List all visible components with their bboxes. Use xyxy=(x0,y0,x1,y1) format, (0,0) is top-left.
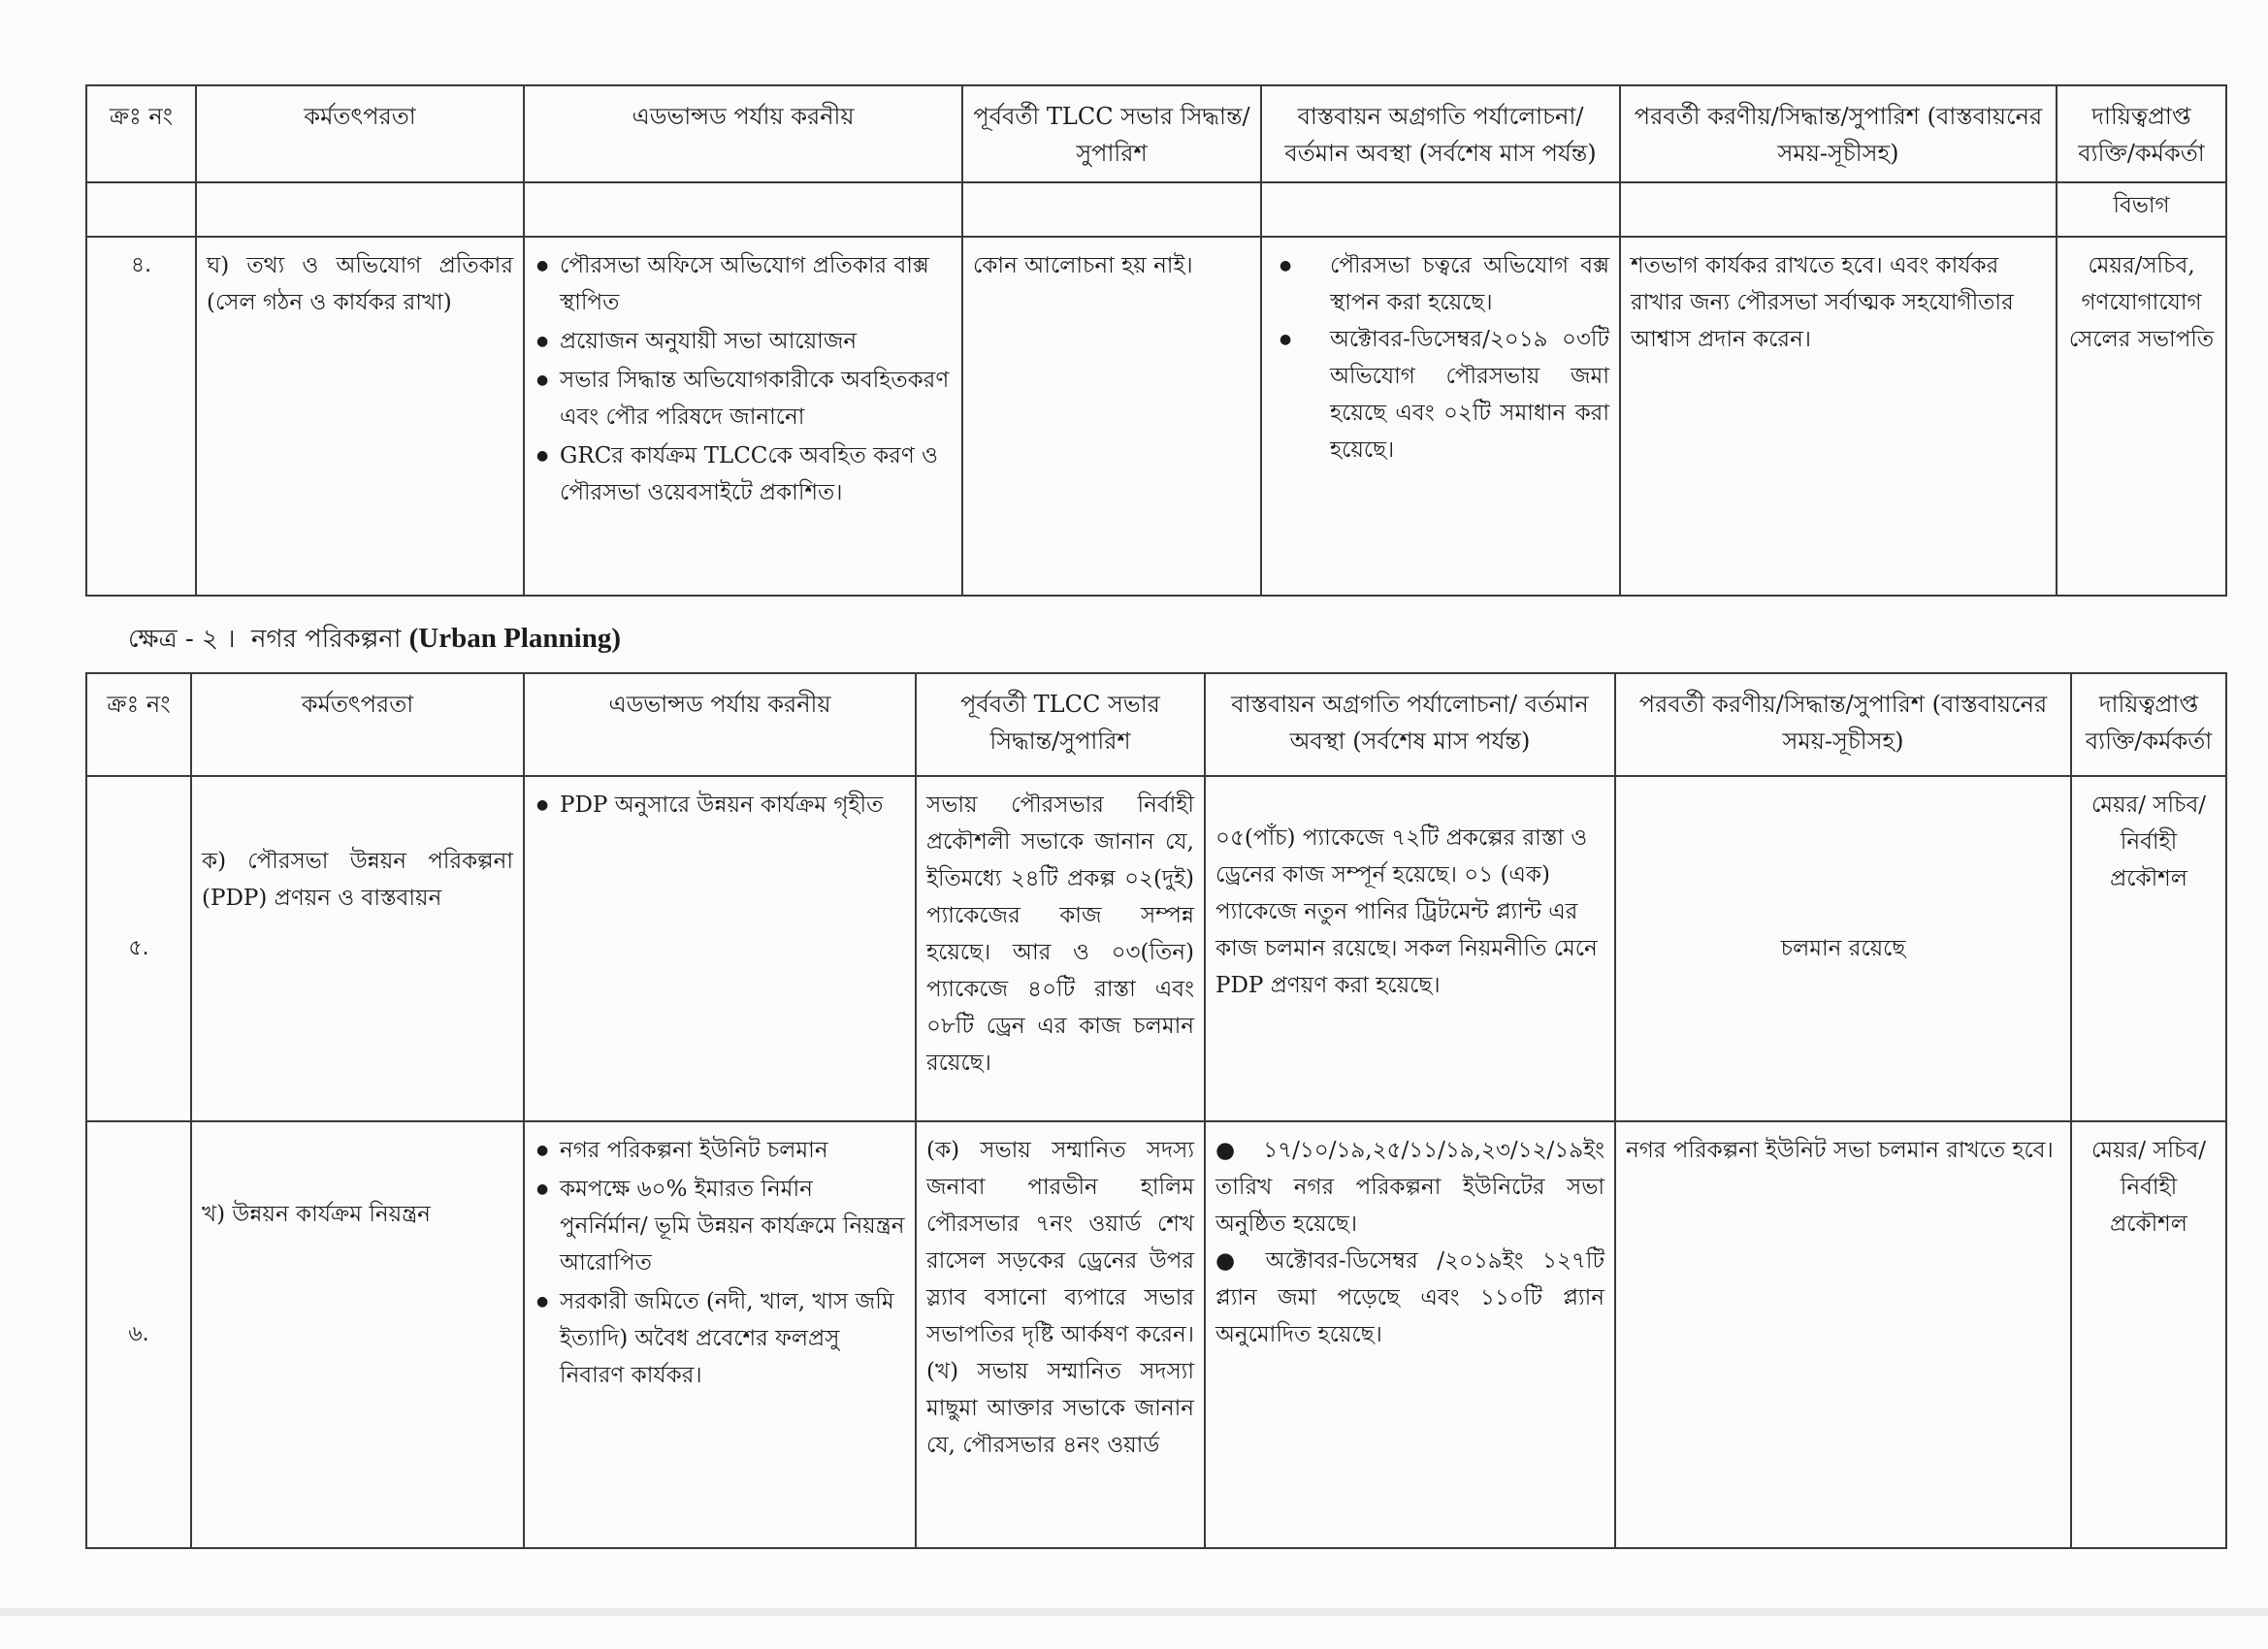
carryover-row xyxy=(86,182,2226,237)
header-activity: কর্মতৎপরতা xyxy=(191,673,524,776)
row4-activity: ঘ) তথ্য ও অভিযোগ প্রতিকার (সেল গঠন ও কার্যকর রাখা) xyxy=(196,237,524,596)
list-item: ● পৌরসভা অফিসে অভিযোগ প্রতিকার বাক্স স্থাপিত xyxy=(560,247,952,321)
list-item: ● GRCর কার্যক্রম TLCCকে অবহিত করণ ও পৌরসভা ওয়েবসাইটে প্রকাশিত। xyxy=(560,437,952,511)
list-item: ● অক্টোবর-ডিসেম্বর /২০১৯ইং ১২৭টি প্ল্যান জমা পড়েছে এবং ১১০টি প্ল্যান অনুমোদিত হয়েছে। xyxy=(1215,1248,1604,1347)
row6-serial: ৬. xyxy=(86,1121,191,1548)
header-previous-tlcc: পূর্ববর্তী TLCC সভার সিদ্ধান্ত/সুপারিশ xyxy=(962,85,1261,182)
header-progress-review: বাস্তবায়ন অগ্রগতি পর্যালোচনা/ বর্তমান অবস্থা (সর্বশেষ মাস পর্যন্ত) xyxy=(1261,85,1620,182)
header-serial: ক্রঃ নং xyxy=(86,673,191,776)
section-title-bn: নগর পরিকল্পনা xyxy=(251,625,402,654)
table-header-row xyxy=(86,673,2226,776)
row6-tlcc: (ক) সভায় সম্মানিত সদস্য জনাবা পারভীন হালিম পৌরসভার ৭নং ওয়ার্ড শেখ রাসেল সড়কের ড্রেনের উপর স্ল্যাব বসানো ব্যপারে সভার সভাপতির দৃষ্টি আর্কষণ করেন। (খ) সভায় সম্মানিত সদস্যা মাছুমা আক্তার সভাকে জানান যে, পৌরসভার ৪নং ওয়ার্ড xyxy=(916,1121,1205,1548)
row5-advanced-cell xyxy=(524,776,916,1121)
row4-advanced-cell xyxy=(524,237,962,596)
action-plan-table-1 xyxy=(85,84,2227,597)
header-advanced-stage: এডভান্সড পর্যায় করনীয় xyxy=(524,85,962,182)
header-advanced-stage: এডভান্সড পর্যায় করনীয় xyxy=(524,673,916,776)
header-activity: কর্মতৎপরতা xyxy=(196,85,524,182)
header-responsible: দায়িত্বপ্রাপ্ত ব্যক্তি/কর্মকর্তা xyxy=(2071,673,2226,776)
header-progress-review: বাস্তবায়ন অগ্রগতি পর্যালোচনা/ বর্তমান অবস্থা (সর্বশেষ মাস পর্যন্ত) xyxy=(1205,673,1615,776)
row6-next: নগর পরিকল্পনা ইউনিট সভা চলমান রাখতে হবে। xyxy=(1615,1121,2071,1548)
row6-responsible: মেয়র/ সচিব/নির্বাহী প্রকৌশল xyxy=(2071,1121,2226,1548)
header-previous-tlcc: পূর্ববর্তী TLCC সভার সিদ্ধান্ত/সুপারিশ xyxy=(916,673,1205,776)
table-row-6 xyxy=(86,1121,2226,1548)
list-item: ● PDP অনুসারে উন্নয়ন কার্যক্রম গৃহীত xyxy=(560,787,905,824)
carryover-text: বিভাগ xyxy=(2057,182,2226,237)
header-next-actions: পরবর্তী করণীয়/সিদ্ধান্ত/সুপারিশ (বাস্তবায়নের সময়-সূচীসহ) xyxy=(1620,85,2057,182)
row4-tlcc: কোন আলোচনা হয় নাই। xyxy=(962,237,1261,596)
table-header-row xyxy=(86,85,2226,182)
scan-edge xyxy=(0,1608,2268,1616)
action-plan-table-2 xyxy=(85,672,2227,1549)
row5-progress: ০৫(পাঁচ) প্যাকেজে ৭২টি প্রকল্পের রাস্তা ও ড্রেনের কাজ সম্পূর্ন হয়েছে। ০১ (এক) প্যাকেজে নতুন পানির ট্রিটমেন্ট প্ল্যান্ট এর কাজ চলমান রয়েছে। সকল নিয়মনীতি মেনে PDP প্রণয়ণ করা হয়েছে। xyxy=(1205,776,1615,1121)
row5-activity: ক) পৌরসভা উন্নয়ন পরিকল্পনা (PDP) প্রণয়ন ও বাস্তবায়ন xyxy=(191,776,524,1121)
list-item: ● সরকারী জমিতে (নদী, খাল, খাস জমি ইত্যাদি) অবৈধ প্রবেশের ফলপ্রসু নিবারণ কার্যকর। xyxy=(560,1283,905,1394)
header-responsible: দায়িত্বপ্রাপ্ত ব্যক্তি/কর্মকর্তা xyxy=(2057,85,2226,182)
section-title-en: (Urban Planning) xyxy=(408,623,621,654)
list-item: ● অক্টোবর-ডিসেম্বর/২০১৯ ০৩টি অভিযোগ পৌরসভায় জমা হয়েছে এবং ০২টি সমাধান করা হয়েছে। xyxy=(1272,321,1609,469)
list-item: ● পৌরসভা চত্বরে অভিযোগ বক্স স্থাপন করা হয়েছে। xyxy=(1272,247,1609,321)
row5-serial: ৫. xyxy=(86,776,191,1121)
row4-next: শতভাগ কার্যকর রাখতে হবে। এবং কার্যকর রাখার জন্য পৌরসভা সর্বাত্মক সহযোগীতার আশ্বাস প্রদান করেন। xyxy=(1620,237,2057,596)
list-item: ● নগর পরিকল্পনা ইউনিট চলমান xyxy=(560,1132,905,1169)
table-row-4 xyxy=(86,237,2226,596)
list-item: ● কমপক্ষে ৬০% ইমারত নির্মান পুনর্নির্মান/ ভূমি উন্নয়ন কার্যক্রমে নিয়ন্ত্রন আরোপিত xyxy=(560,1171,905,1281)
list-item: ● সভার সিদ্ধান্ত অভিযোগকারীকে অবহিতকরণ এবং পৌর পরিষদে জানানো xyxy=(560,362,952,436)
row5-responsible: মেয়র/ সচিব/নির্বাহী প্রকৌশল xyxy=(2071,776,2226,1121)
row4-responsible: মেয়র/সচিব, গণযোগাযোগ সেলের সভাপতি xyxy=(2057,237,2226,596)
row4-progress-cell xyxy=(1261,237,1620,596)
row6-progress-cell xyxy=(1205,1121,1615,1548)
header-serial: ক্রঃ নং xyxy=(86,85,196,182)
row5-next: চলমান রয়েছে xyxy=(1615,776,2071,1121)
section-heading xyxy=(128,619,621,662)
table-row-5 xyxy=(86,776,2226,1121)
row6-activity: খ) উন্নয়ন কার্যক্রম নিয়ন্ত্রন xyxy=(191,1121,524,1548)
row4-serial: ৪. xyxy=(86,237,196,596)
section-prefix: ক্ষেত্র - ২ । xyxy=(128,625,236,654)
row6-advanced-cell xyxy=(524,1121,916,1548)
header-next-actions: পরবর্তী করণীয়/সিদ্ধান্ত/সুপারিশ (বাস্তবায়নের সময়-সূচীসহ) xyxy=(1615,673,2071,776)
row5-tlcc: সভায় পৌরসভার নির্বাহী প্রকৌশলী সভাকে জানান যে, ইতিমধ্যে ২৪টি প্রকল্প ০২(দুই) প্যাকেজের কাজ সম্পন্ন হয়েছে। আর ও ০৩(তিন) প্যাকেজে ৪০টি রাস্তা এবং ০৮টি ড্রেন এর কাজ চলমান রয়েছে। xyxy=(916,776,1205,1121)
list-item: ● প্রয়োজন অনুযায়ী সভা আয়োজন xyxy=(560,323,952,360)
list-item: ●১৭/১০/১৯,২৫/১১/১৯,২৩/১২/১৯ইং তারিখ নগর পরিকল্পনা ইউনিটের সভা অনুষ্ঠিত হয়েছে। xyxy=(1215,1138,1604,1237)
